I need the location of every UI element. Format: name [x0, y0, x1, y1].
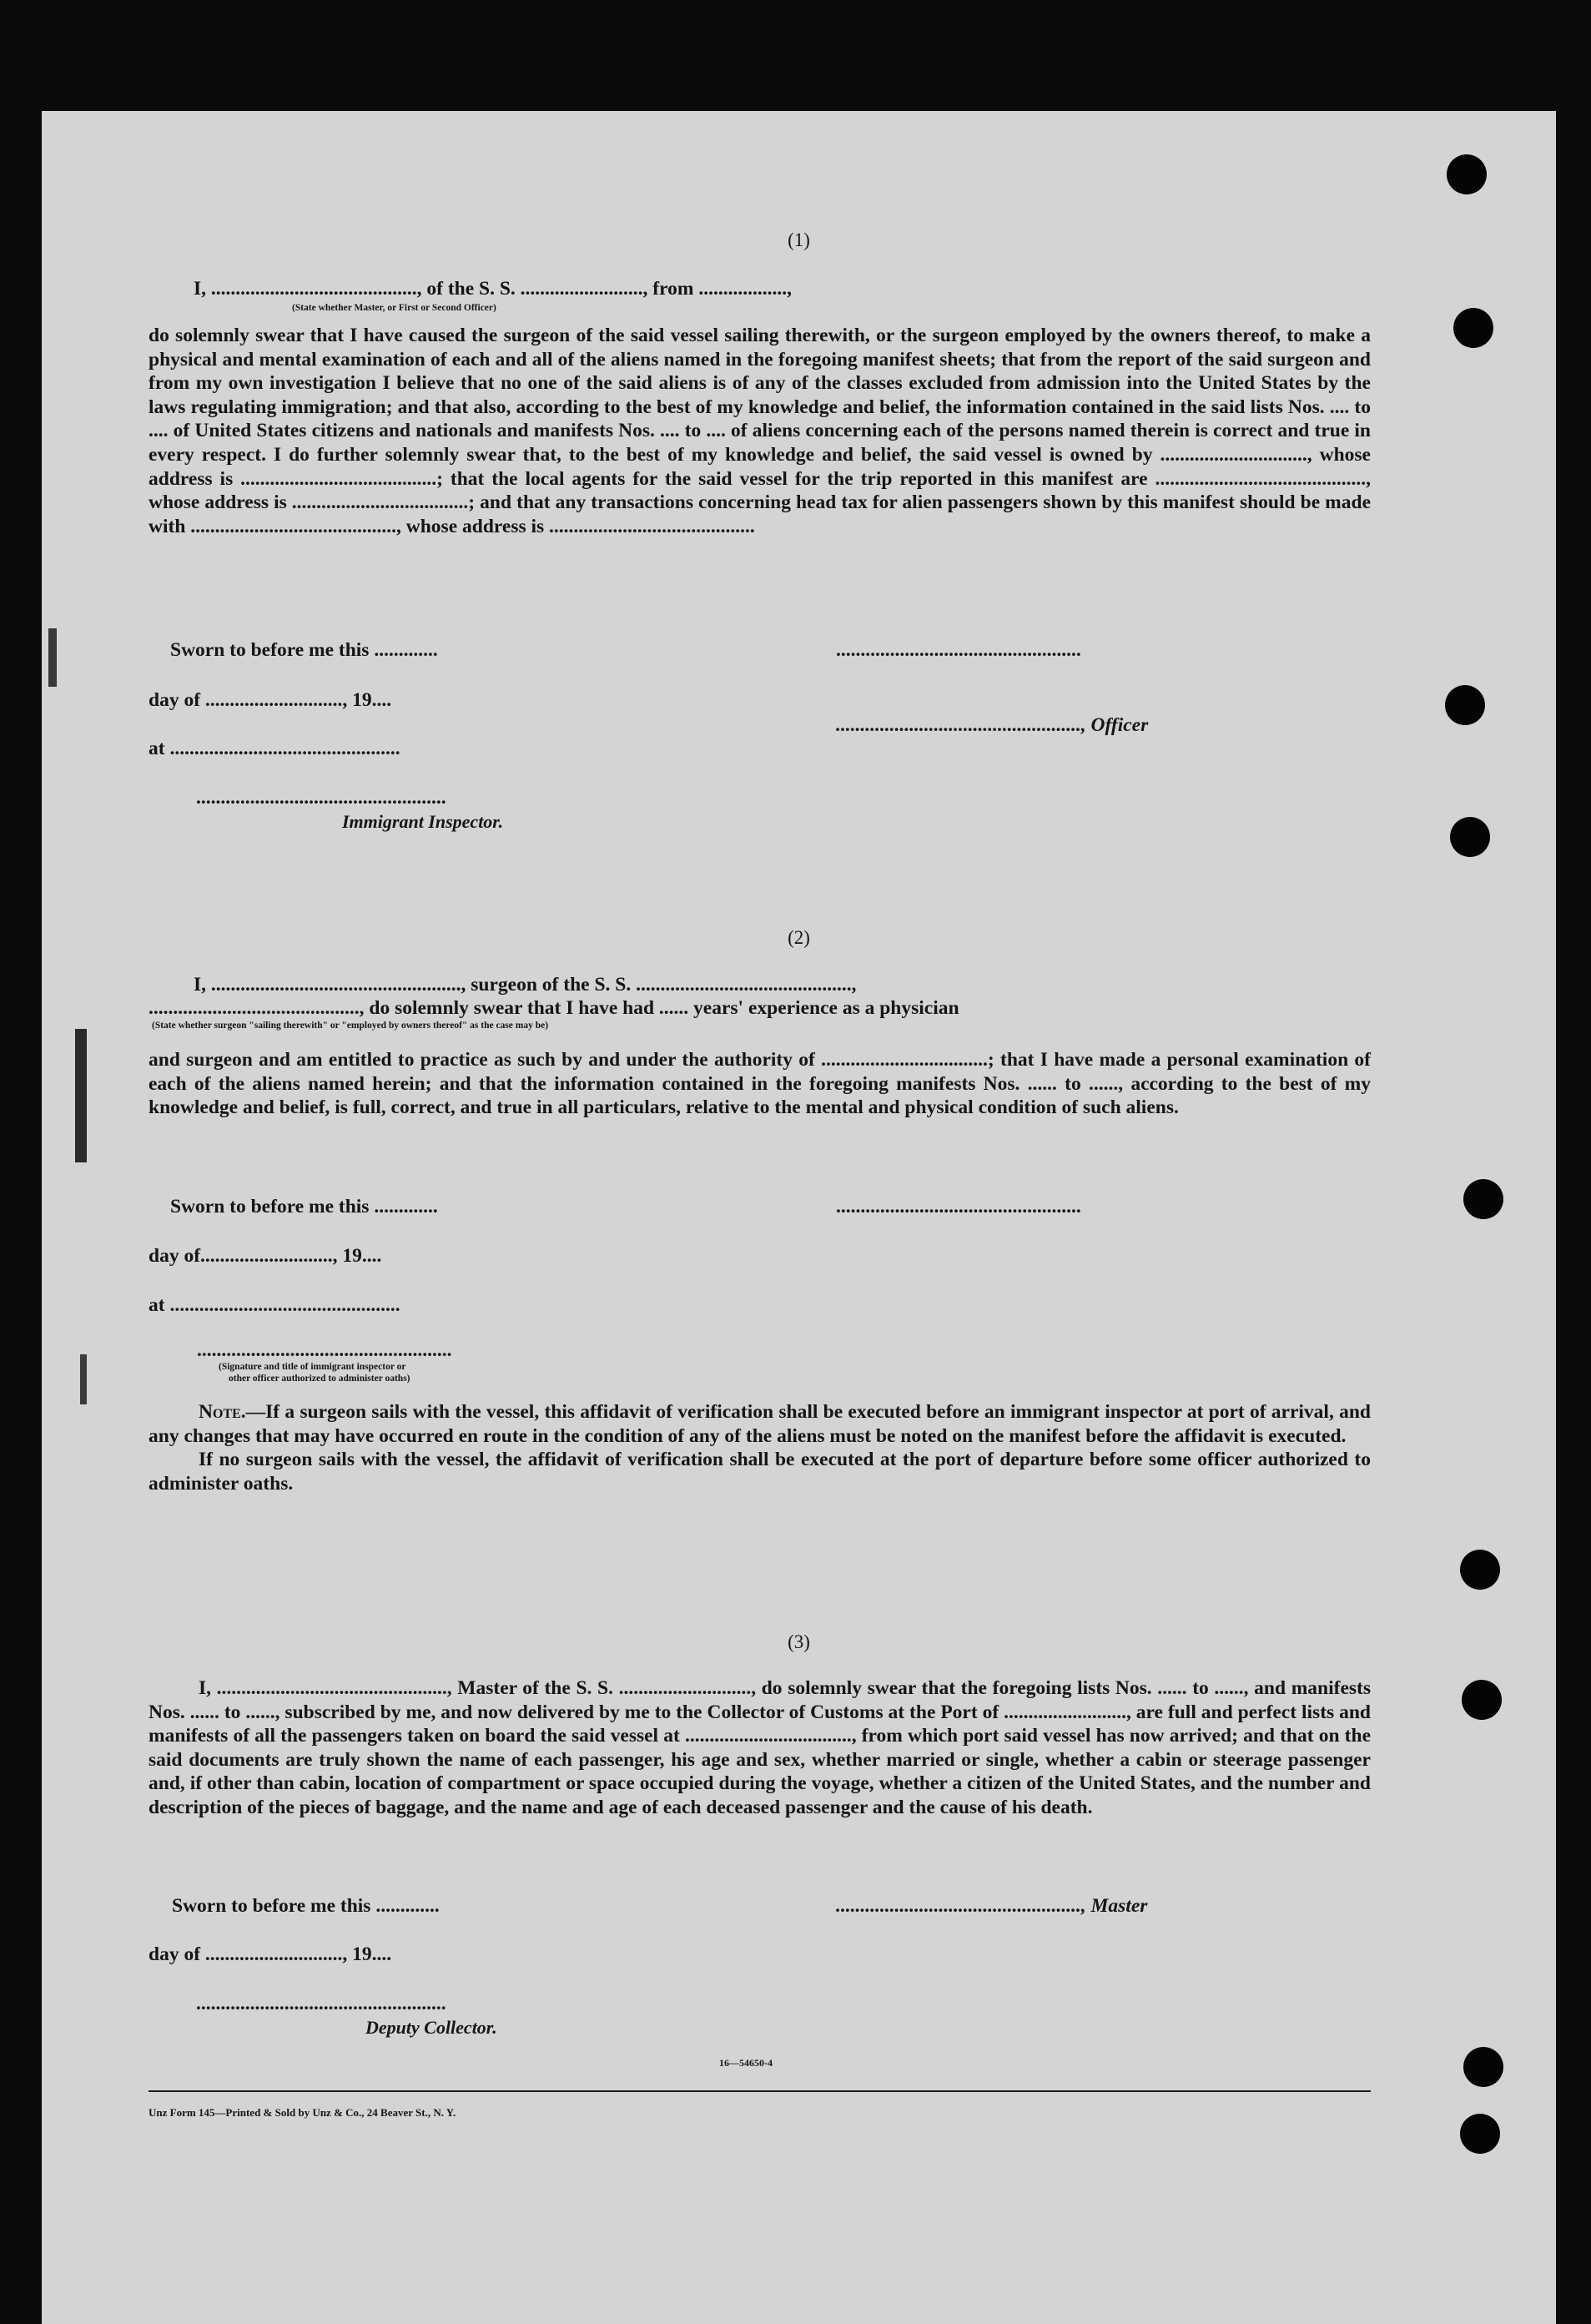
- section-1-opening-note: (State whether Master, or First or Second Officer): [292, 303, 496, 313]
- section-2-line-1: I, ..................................................., surgeon of the S. S. ............................................,: [194, 974, 857, 996]
- binder-hole: [1463, 2047, 1503, 2087]
- section-2-line-2: ..........................................., do solemnly swear that I have had ...... years' experience as a physician: [149, 997, 959, 1019]
- section-3-collector-signature-line: ...................................................: [196, 1993, 446, 2014]
- section-2-day-line: day of..........................., 19....: [149, 1245, 382, 1267]
- binder-hole: [1450, 817, 1490, 857]
- section-1-at-line: at ...............................................: [149, 738, 400, 759]
- section-2-signature-caption-1: (Signature and title of immigrant inspector or: [219, 1362, 406, 1372]
- scan-smudge: [80, 1354, 87, 1404]
- form-code: 16—54650-4: [719, 2057, 773, 2069]
- scan-smudge: [48, 628, 57, 687]
- binder-hole: [1445, 685, 1485, 725]
- section-1-day-line: day of ............................, 19....: [149, 689, 392, 711]
- section-1-oath-text: do solemnly swear that I have caused the surgeon of the said vessel sailing therewith, or the surgeon employed by the owners thereof, to make a physical and mental examination of each and all of the aliens named in the foregoing manifest sheets; that from the report of the said surgeon and from my own investigation I believe that no one of the said aliens is of any of the classes excluded from admission into the United States by the laws regulating immigration; and that also, according to the best of my knowledge and belief, the information contained in the said lists Nos. .... to .... of United States citizens and nationals and manifests Nos. .... to .... of aliens concerning each of the persons named therein is correct and true in every respect. I do further solemnly swear that, to the best of my knowledge and belief, the said vessel is owned by .............................., whose address is ........................................; that the local agents for the said vessel for the trip reported in this manifest are ..........................................., whose address is ....................................; and that any transactions concerning head tax for alien passengers shown by this manifest should be made with .........................................., whose address is ..........................................: [149, 325, 1371, 537]
- printer-footer: Unz Form 145—Printed & Sold by Unz & Co., 24 Beaver St., N. Y.: [149, 2106, 456, 2119]
- section-3-oath-text: I, ..............................................., Master of the S. S. ..........................., do solemnly swear that the foregoing lists Nos. ...... to ......, and manifests Nos. ...... to ......, subscribed by me, and now delivered by me to the Collector of Customs at the Port of ........................., are full and perfect lists and manifests of all the passengers taken on board the said vessel at .................................., from which port said vessel has now arrived; and that on the said documents are truly shown the name of each passenger, his age and sex, whether married or single, whether a cabin or steerage passenger and, if other than cabin, location of compartment or space occupied during the voyage, whether a citizen of the United States, and the number and description of the pieces of baggage, and the name and age of each deceased passenger and the cause of his death.: [149, 1677, 1371, 1818]
- binder-hole: [1462, 1680, 1502, 1720]
- section-1-signature-line: ..................................................: [836, 639, 1081, 661]
- section-2-inspector-signature-line: ....................................................: [197, 1339, 452, 1361]
- section-2-signature-caption-2: other officer authorized to administer oaths): [229, 1374, 410, 1384]
- section-1-heading: (1): [788, 229, 810, 250]
- section-1-officer-line: .................................................., Officer: [836, 714, 1149, 736]
- section-2-heading: (2): [788, 927, 810, 948]
- footer-rule: [149, 2090, 1371, 2092]
- section-2-note-paragraph-1: [149, 1400, 1371, 1448]
- section-3-collector-caption: Deputy Collector.: [365, 2017, 497, 2038]
- section-2-note-paragraph-2: If no surgeon sails with the vessel, the affidavit of verification shall be executed at the port of departure before some officer authorized to administer oaths.: [149, 1449, 1371, 1495]
- form-page: [42, 111, 1556, 2324]
- section-3-sworn-line: Sworn to before me this .............: [172, 1895, 440, 1917]
- section-2-signature-line: ..................................................: [836, 1196, 1081, 1217]
- binder-hole: [1460, 1550, 1500, 1590]
- note-text: —If a surgeon sails with the vessel, this affidavit of verification shall be executed before an immigrant inspector at port of arrival, and any changes that may have occurred en route in the condition of any of the aliens must be noted on the manifest before the affidavit is executed.: [149, 1401, 1371, 1447]
- section-2-at-line: at ...............................................: [149, 1294, 400, 1316]
- section-1-opening-line: I, .........................................., of the S. S. ........................., from ..................,: [194, 278, 792, 300]
- binder-hole: [1460, 2114, 1500, 2154]
- section-2-line-2-note: (State whether surgeon "sailing therewith" or "employed by owners thereof" as the case may be): [152, 1021, 549, 1031]
- section-3-day-line: day of ............................, 19....: [149, 1943, 392, 1965]
- section-1-inspector-signature-line: ...................................................: [196, 787, 446, 809]
- section-2-note: [149, 1400, 1371, 1495]
- binder-hole: [1453, 308, 1493, 348]
- section-1-inspector-caption: Immigrant Inspector.: [342, 811, 504, 832]
- section-3-master-line: .................................................., Master: [836, 1895, 1148, 1917]
- section-2-oath-text: and surgeon and am entitled to practice as such by and under the authority of ..................................; that I have made a personal examination of each of the aliens named herein; and that the information contained in the foregoing manifests Nos. ...... to ......, according to the best of my knowledge and belief, is full, correct, and true in all particulars, relative to the mental and physical condition of such aliens.: [149, 1049, 1371, 1119]
- section-2-sworn-line: Sworn to before me this .............: [170, 1196, 438, 1217]
- section-1-sworn-line: Sworn to before me this .............: [170, 639, 438, 661]
- binder-hole: [1463, 1179, 1503, 1219]
- binder-hole: [1447, 154, 1487, 194]
- scan-smudge: [75, 1029, 87, 1162]
- note-label: Note.: [199, 1401, 246, 1423]
- section-3-heading: (3): [788, 1631, 810, 1652]
